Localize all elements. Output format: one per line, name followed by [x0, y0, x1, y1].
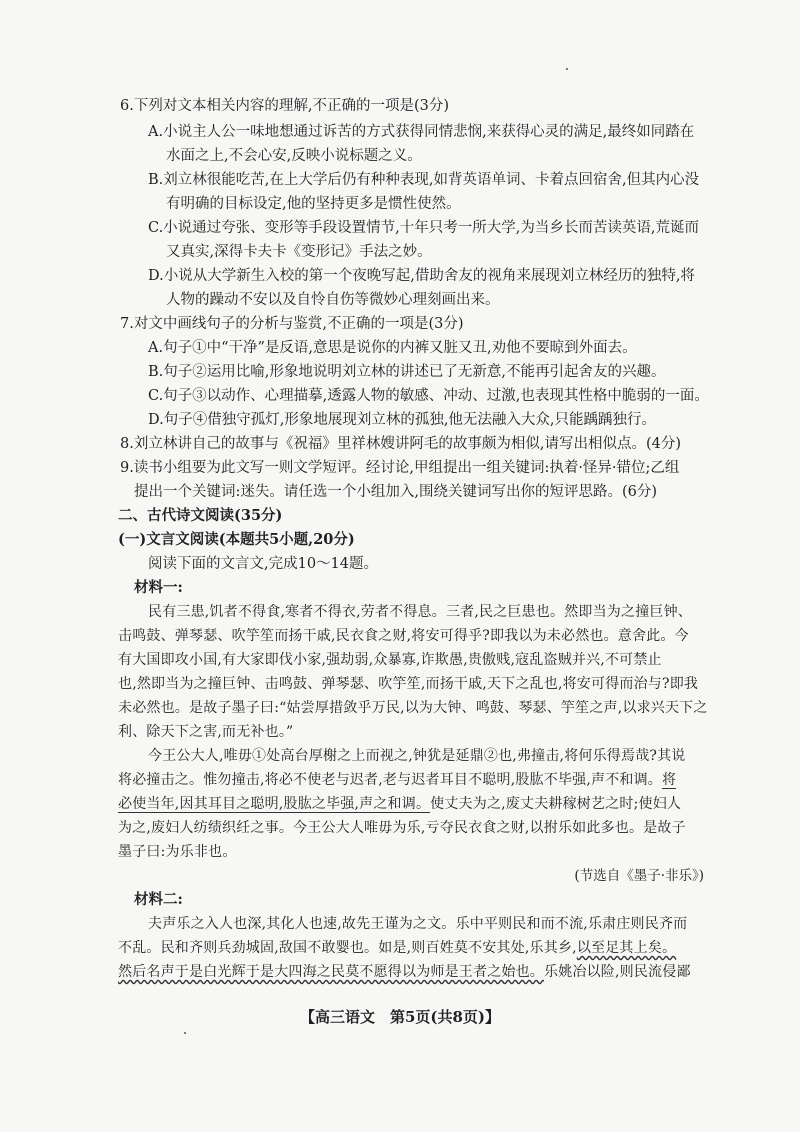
q6-stem: 6.下列对文本相关内容的理解,不正确的一项是(3分): [120, 98, 449, 114]
text-line: 未必然也。是故子墨子曰:“姑尝厚措敛乎万民,以为大钟、鸣鼓、琴瑟、竽笙之声,以求兴天下之: [118, 700, 708, 716]
q6-option-d-line2: 人物的躁动不安以及自怜自伤等微妙心理刻画出来。: [166, 292, 500, 308]
text-line: [118, 962, 691, 982]
q6-option-c-line1: C.小说通过夸张、变形等手段设置情节,十年只考一所大学,为当乡长而苦读英语,荒诞而: [148, 220, 700, 236]
text-segment: 乐姚冶以险,则民流侵鄙: [544, 964, 691, 980]
q6-option-d-line1: D.小说从大学新生入校的第一个夜晚写起,借助舍友的视角来展现刘立林经历的独特,将: [148, 268, 695, 284]
underlined-sentence: 必使当年,因其耳目之聪明,股肱之毕强,声之和调。: [118, 796, 431, 812]
text-line: 墨子曰:为乐非也。: [118, 844, 237, 860]
material-2-label: 材料二:: [134, 891, 183, 908]
underlined-sentence: 将: [662, 772, 677, 788]
text-segment: 不乱。民和齐则兵劲城固,敌国不敢婴也。如是,则百姓莫不安其处,乐其乡,: [118, 940, 577, 956]
text-line: 民有三患,饥者不得食,寒者不得衣,劳者不得息。三者,民之巨患也。然即当为之撞巨钟、: [148, 604, 692, 620]
text-line: 今王公大人,唯毋①处高台厚榭之上而视之,钟犹是延鼎②也,弗撞击,将何乐得焉哉?其说: [148, 748, 686, 764]
q7-option-a: A.句子①中“干净”是反语,意思是说你的内裤又脏又丑,劝他不要晾到外面去。: [148, 340, 637, 356]
q6-option-a-line2: 水面之上,不会心安,反映小说标题之义。: [166, 148, 422, 164]
q9-line2: 提出一个关键词:迷失。请任选一个小组加入,围绕关键词写出你的短评思路。(6分): [134, 484, 658, 500]
text-segment: 将必撞击之。惟勿撞击,将必不使老与迟者,老与迟者耳目不聪明,股肱不毕强,声不和调。: [118, 772, 662, 788]
q9-line1: 9.读书小组要为此文写一则文学短评。经讨论,甲组提出一组关键词:执着·怪异·错位;乙组: [120, 460, 680, 476]
text-line: 利、除天下之害,而无补也。”: [118, 724, 294, 740]
reading-instruction: 阅读下面的文言文,完成10～14题。: [148, 556, 379, 572]
scan-speck: [184, 1032, 186, 1034]
text-segment: 使丈夫为之,废丈夫耕稼树艺之时;使妇人: [430, 796, 682, 812]
text-line: [118, 770, 676, 790]
q7-option-b: B.句子②运用比喻,形象地说明刘立林的讲述已了无新意,不能再引起舍友的兴趣。: [148, 364, 666, 380]
section-title: 二、古代诗文阅读(35分): [118, 507, 283, 524]
q6-option-a-line1: A.小说主人公一味地想通过诉苦的方式获得同情悲悯,来获得心灵的满足,最终如同踏在: [148, 124, 695, 140]
text-line: 击鸣鼓、弹琴瑟、吹竽笙而扬干戚,民衣食之财,将安可得乎?即我以为未必然也。意舍此。今: [118, 628, 689, 644]
scan-speck: [566, 68, 568, 70]
question-8: 8.刘立林讲自己的故事与《祝福》里祥林嫂讲阿毛的故事颇为相似,请写出相似点。(4分): [120, 436, 681, 452]
text-line: [118, 938, 676, 958]
material-1-source: (节选自《墨子·非乐》): [574, 868, 704, 884]
text-line: 为之,废妇人纺绩织纴之事。今王公大人唯毋为乐,亏夺民衣食之财,以拊乐如此多也。是故子: [118, 820, 686, 836]
page-footer: 【高三语文 第5页(共8页)】: [299, 1008, 501, 1026]
text-line: 夫声乐之入人也深,其化人也速,故先王谨为之文。乐中平则民和而不流,乐肃庄则民齐而: [148, 916, 688, 932]
q6-option-b-line2: 有明确的目标设定,他的坚持更多是惯性使然。: [166, 196, 461, 212]
q7-stem: 7.对文中画线句子的分析与鉴赏,不正确的一项是(3分): [120, 316, 464, 332]
q6-option-b-line1: B.刘立林很能吃苦,在上大学后仍有种种表现,如背英语单词、卡着点回宿舍,但其内心没: [148, 172, 700, 188]
material-1-label: 材料一:: [134, 579, 183, 596]
wavy-underlined-sentence: 然后名声于是白光辉于是大四海之民莫不愿得以为师是王者之始也。: [118, 964, 544, 980]
text-line: [118, 794, 681, 814]
q7-option-d: D.句子④借独守孤灯,形象地展现刘立林的孤独,他无法融入大众,只能踽踽独行。: [148, 412, 657, 428]
text-line: 也,然即当为之撞巨钟、击鸣鼓、弹琴瑟、吹竽笙,而扬干戚,天下之乱也,将安可得而治与?即我: [118, 676, 699, 692]
wavy-underlined-sentence: 以至足其上矣。: [576, 940, 677, 956]
q6-option-c-line2: 又真实,深得卡夫卡《变形记》手法之妙。: [166, 244, 432, 260]
subsection-title: (一)文言文阅读(本题共5小题,20分): [118, 531, 355, 548]
text-line: 有大国即攻小国,有大家即伐小家,强劫弱,众暴寡,诈欺愚,贵傲贱,寇乱盗贼并兴,不可禁止: [118, 652, 662, 668]
q7-option-c: C.句子③以动作、心理描摹,透露人物的敏感、冲动、过激,也表现其性格中脆弱的一面。: [148, 388, 709, 404]
